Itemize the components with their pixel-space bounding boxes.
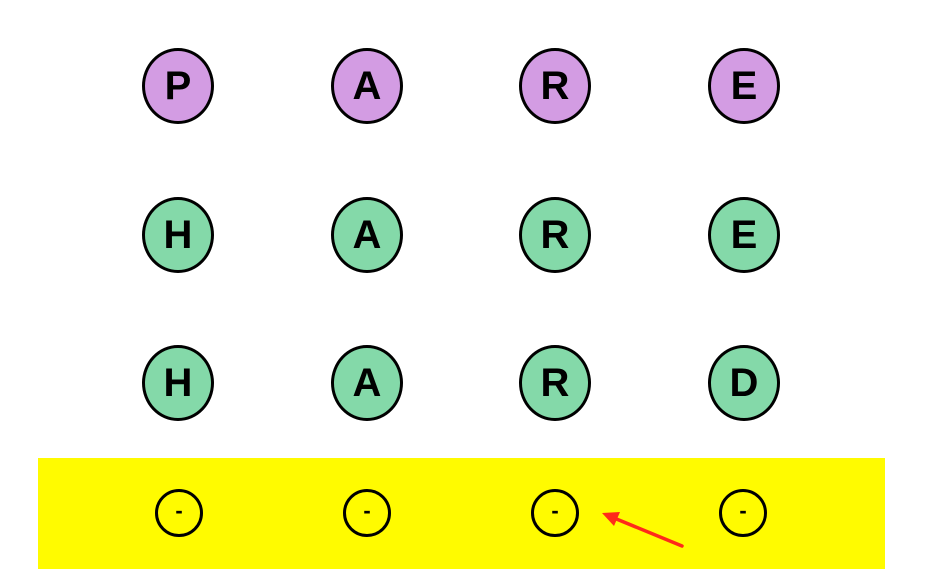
letter-tile: A	[331, 48, 403, 124]
letter-tile: R	[519, 197, 591, 273]
letter-tile: E	[708, 197, 780, 273]
input-slot-2[interactable]: -	[343, 489, 391, 537]
letter-tile: R	[519, 345, 591, 421]
letter-tile: A	[331, 345, 403, 421]
red-arrow-icon	[596, 506, 688, 552]
letter-tile: D	[708, 345, 780, 421]
letter-tile: R	[519, 48, 591, 124]
input-slot-4[interactable]: -	[719, 489, 767, 537]
input-slot-3[interactable]: -	[531, 489, 579, 537]
letter-tile: A	[331, 197, 403, 273]
letter-tile: H	[142, 197, 214, 273]
letter-tile: H	[142, 345, 214, 421]
input-slot-1[interactable]: -	[155, 489, 203, 537]
letter-tile: P	[142, 48, 214, 124]
letter-tile: E	[708, 48, 780, 124]
